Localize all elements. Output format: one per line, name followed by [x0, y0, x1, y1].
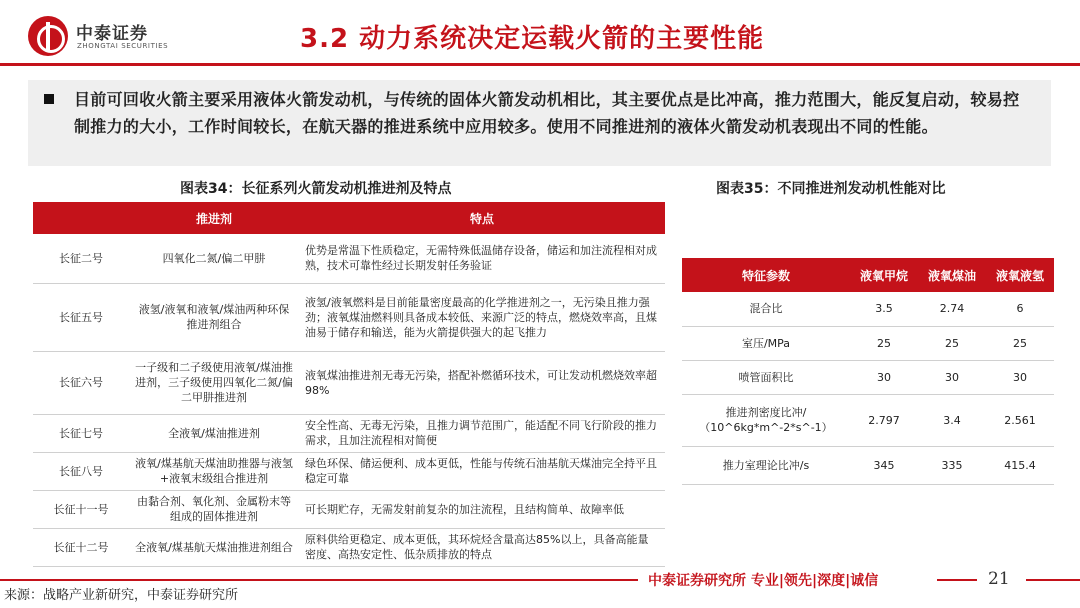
rocket-name-cell: 长征八号 — [33, 452, 129, 490]
summary-text: 目前可回收火箭主要采用液体火箭发动机，与传统的固体火箭发动机相比，其主要优点是比冲高，推力范围大，能反复启动，较易控制推力的大小，工作时间较长，在航天器的推进系统中应用较多。使用不同推进剂的液体火箭发动机表现出不同的性能。 — [74, 90, 1020, 136]
rocket-name-cell: 长征十二号 — [33, 528, 129, 566]
page-number: 21 — [988, 569, 1010, 589]
table-header-cell: 液氧煤油 — [918, 258, 986, 292]
value-cell: 25 — [850, 326, 918, 360]
value-cell: 415.4 — [986, 446, 1054, 484]
value-cell: 3.5 — [850, 292, 918, 326]
propellant-cell: 四氧化二氮/偏二甲肼 — [129, 234, 299, 283]
table-header-cell: 液氧甲烷 — [850, 258, 918, 292]
rocket-name-cell: 长征六号 — [33, 351, 129, 414]
value-cell: 2.797 — [850, 394, 918, 446]
parameter-cell: 混合比 — [682, 292, 850, 326]
propellant-cell: 全液氧/煤油推进剂 — [129, 414, 299, 452]
feature-cell: 绿色环保、储运便利、成本更低，性能与传统石油基航天煤油完全持平且稳定可靠 — [299, 452, 665, 490]
parameter-cell: 推力室理论比冲/s — [682, 446, 850, 484]
table-row — [682, 360, 1054, 394]
rocket-name-cell: 长征五号 — [33, 283, 129, 351]
value-cell: 335 — [918, 446, 986, 484]
table-row — [33, 234, 665, 283]
table-row — [33, 452, 665, 490]
parameter-cell: 喷管面积比 — [682, 360, 850, 394]
value-cell: 25 — [986, 326, 1054, 360]
propellant-cell: 液氢/液氧和液氧/煤油两种环保推进剂组合 — [129, 283, 299, 351]
footer-divider — [937, 579, 977, 581]
parameter-cell: 室压/MPa — [682, 326, 850, 360]
table-header-cell: 特征参数 — [682, 258, 850, 292]
table-row — [682, 394, 1054, 446]
company-logo — [28, 16, 168, 60]
rocket-name-cell: 长征七号 — [33, 414, 129, 452]
logo-name-cn: 中泰证券 — [76, 24, 148, 44]
feature-cell: 液氢/液氧燃料是目前能量密度最高的化学推进剂之一，无污染且推力强劲；液氧煤油燃料则具备成本较低、来源广泛的特点，燃烧效率高，且煤油易于储存和输送，能为火箭提供强大的起飞推力 — [299, 283, 665, 351]
title-divider — [0, 63, 1080, 66]
table-header-cell: 推进剂 — [129, 202, 299, 234]
table-header-cell: 液氧液氢 — [986, 258, 1054, 292]
table-header-cell: 特点 — [299, 202, 665, 234]
value-cell: 345 — [850, 446, 918, 484]
footer-divider — [1026, 579, 1080, 581]
logo-mark-icon — [28, 16, 68, 56]
logo-name-en: ZHONGTAI SECURITIES — [77, 42, 169, 50]
value-cell: 30 — [850, 360, 918, 394]
table-row — [33, 351, 665, 414]
table-row — [33, 490, 665, 528]
propellant-cell: 一子级和二子级使用液氧/煤油推进剂，三子级使用四氧化二氮/偏二甲肼推进剂 — [129, 351, 299, 414]
table34-caption: 图表34：长征系列火箭发动机推进剂及特点 — [180, 181, 452, 197]
propellant-cell: 由黏合剂、氧化剂、金属粉末等组成的固体推进剂 — [129, 490, 299, 528]
source-note: 来源：战略产业新研究，中泰证券研究所 — [4, 588, 239, 603]
table-header-row — [682, 258, 1054, 292]
value-cell: 30 — [918, 360, 986, 394]
parameter-cell: 推进剂密度比冲/（10^6kg*m^-2*s^-1） — [682, 394, 850, 446]
propellant-cell: 液氧/煤基航天煤油助推器与液氢+液氧末级组合推进剂 — [129, 452, 299, 490]
propellant-cell: 全液氧/煤基航天煤油推进剂组合 — [129, 528, 299, 566]
footer-brand: 中泰证券研究所 专业|领先|深度|诚信 — [648, 573, 879, 589]
square-bullet-icon — [44, 94, 54, 104]
value-cell: 3.4 — [918, 394, 986, 446]
engine-performance-table — [682, 258, 1054, 485]
table-header-cell — [33, 202, 129, 234]
table-row — [682, 292, 1054, 326]
footer-divider — [0, 579, 638, 581]
value-cell: 2.74 — [918, 292, 986, 326]
rocket-name-cell: 长征十一号 — [33, 490, 129, 528]
table-header-row — [33, 202, 665, 234]
feature-cell: 原料供给更稳定、成本更低，其环烷烃含量高达85%以上，具备高能量密度、高热安定性、低杂质排放的特点 — [299, 528, 665, 566]
propellant-table — [33, 202, 665, 567]
table-row — [33, 414, 665, 452]
table-row — [682, 326, 1054, 360]
page-title: 3.2 动力系统决定运载火箭的主要性能 — [300, 24, 765, 54]
summary-box — [28, 80, 1051, 166]
rocket-name-cell: 长征二号 — [33, 234, 129, 283]
feature-cell: 可长期贮存，无需发射前复杂的加注流程，且结构简单、故障率低 — [299, 490, 665, 528]
value-cell: 6 — [986, 292, 1054, 326]
table-row — [33, 283, 665, 351]
feature-cell: 液氧煤油推进剂无毒无污染，搭配补燃循环技术，可让发动机燃烧效率超98% — [299, 351, 665, 414]
table35-caption: 图表35：不同推进剂发动机性能对比 — [716, 181, 946, 197]
table-row — [33, 528, 665, 566]
value-cell: 2.561 — [986, 394, 1054, 446]
value-cell: 25 — [918, 326, 986, 360]
feature-cell: 优势是常温下性质稳定，无需特殊低温储存设备，储运和加注流程相对成熟，技术可靠性经过长期发射任务验证 — [299, 234, 665, 283]
feature-cell: 安全性高、无毒无污染，且推力调节范围广，能适配不同飞行阶段的推力需求，且加注流程相对简便 — [299, 414, 665, 452]
value-cell: 30 — [986, 360, 1054, 394]
table-row — [682, 446, 1054, 484]
